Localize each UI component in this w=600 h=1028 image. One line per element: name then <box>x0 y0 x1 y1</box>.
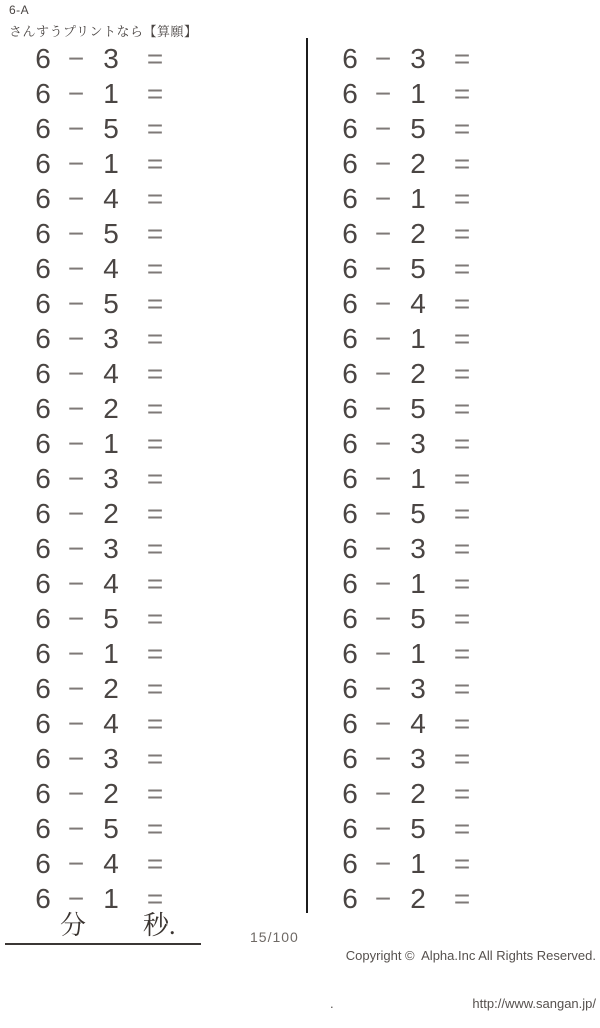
minuend: 6 <box>35 567 51 599</box>
minutes-label: 分 <box>60 911 87 940</box>
problem-row <box>25 356 179 391</box>
problem-row <box>25 426 179 461</box>
subtrahend: 1 <box>103 637 119 669</box>
minuend: 6 <box>342 462 358 494</box>
minus-sign: − <box>67 147 85 179</box>
problem-row <box>25 461 179 496</box>
minus-sign: − <box>67 427 85 459</box>
problem-row <box>25 286 179 321</box>
minus-sign: − <box>374 392 392 424</box>
subtrahend: 5 <box>410 252 426 284</box>
problem-row <box>332 181 486 216</box>
minus-sign: − <box>374 532 392 564</box>
minuend: 6 <box>35 602 51 634</box>
equals-sign: = <box>146 427 164 459</box>
minuend: 6 <box>35 112 51 144</box>
subtrahend: 5 <box>410 812 426 844</box>
subtrahend: 3 <box>410 742 426 774</box>
minus-sign: − <box>67 672 85 704</box>
footer-credits <box>330 916 596 1028</box>
subtrahend: 1 <box>103 882 119 914</box>
problem-row <box>332 251 486 286</box>
problem-row <box>332 391 486 426</box>
problem-row <box>332 356 486 391</box>
minuend: 6 <box>35 742 51 774</box>
equals-sign: = <box>453 742 471 774</box>
problems-right-column <box>332 41 486 916</box>
problem-row <box>332 321 486 356</box>
minuend: 6 <box>35 637 51 669</box>
equals-sign: = <box>453 812 471 844</box>
minuend: 6 <box>342 287 358 319</box>
minus-sign: − <box>67 357 85 389</box>
minuend: 6 <box>342 357 358 389</box>
subtrahend: 1 <box>410 567 426 599</box>
subtrahend: 4 <box>103 252 119 284</box>
minus-sign: − <box>374 77 392 109</box>
minus-sign: − <box>374 742 392 774</box>
problem-row <box>332 671 486 706</box>
minuend: 6 <box>342 392 358 424</box>
problem-row <box>25 216 179 251</box>
equals-sign: = <box>146 252 164 284</box>
problem-row <box>332 461 486 496</box>
minuend: 6 <box>342 322 358 354</box>
subtrahend: 1 <box>410 77 426 109</box>
problem-row <box>332 146 486 181</box>
subtrahend: 2 <box>103 777 119 809</box>
subtrahend: 3 <box>410 42 426 74</box>
equals-sign: = <box>146 77 164 109</box>
minus-sign: − <box>374 602 392 634</box>
site-url: http://www.sangan.jp/ <box>472 996 596 1011</box>
time-answer-underline <box>5 910 201 945</box>
minus-sign: − <box>374 777 392 809</box>
problem-row <box>332 636 486 671</box>
minus-sign: − <box>374 427 392 459</box>
subtrahend: 1 <box>103 427 119 459</box>
equals-sign: = <box>146 532 164 564</box>
equals-sign: = <box>453 707 471 739</box>
minuend: 6 <box>342 882 358 914</box>
problem-row <box>332 76 486 111</box>
minuend: 6 <box>342 742 358 774</box>
minuend: 6 <box>342 672 358 704</box>
minus-sign: − <box>374 882 392 914</box>
equals-sign: = <box>453 147 471 179</box>
subtrahend: 2 <box>410 147 426 179</box>
equals-sign: = <box>453 532 471 564</box>
minus-sign: − <box>374 357 392 389</box>
minuend: 6 <box>342 217 358 249</box>
minus-sign: − <box>67 217 85 249</box>
minus-sign: − <box>67 847 85 879</box>
subtrahend: 3 <box>103 462 119 494</box>
problem-row <box>25 531 179 566</box>
minus-sign: − <box>374 672 392 704</box>
minus-sign: − <box>67 462 85 494</box>
problem-row <box>25 76 179 111</box>
minuend: 6 <box>342 77 358 109</box>
problem-row <box>332 846 486 881</box>
minuend: 6 <box>35 392 51 424</box>
subtrahend: 4 <box>103 357 119 389</box>
minus-sign: − <box>374 567 392 599</box>
problem-row <box>25 111 179 146</box>
minuend: 6 <box>342 777 358 809</box>
minuend: 6 <box>35 532 51 564</box>
problem-row <box>332 216 486 251</box>
minus-sign: − <box>67 252 85 284</box>
minuend: 6 <box>35 252 51 284</box>
equals-sign: = <box>453 672 471 704</box>
subtrahend: 1 <box>410 322 426 354</box>
minus-sign: − <box>67 882 85 914</box>
problem-row <box>25 811 179 846</box>
equals-sign: = <box>146 42 164 74</box>
equals-sign: = <box>453 462 471 494</box>
equals-sign: = <box>146 322 164 354</box>
subtrahend: 5 <box>103 217 119 249</box>
equals-sign: = <box>453 567 471 599</box>
subtrahend: 4 <box>410 707 426 739</box>
subtrahend: 4 <box>410 287 426 319</box>
minuend: 6 <box>342 147 358 179</box>
minus-sign: − <box>374 462 392 494</box>
minuend: 6 <box>342 532 358 564</box>
minus-sign: − <box>67 182 85 214</box>
minuend: 6 <box>342 42 358 74</box>
subtrahend: 5 <box>410 112 426 144</box>
minus-sign: − <box>374 217 392 249</box>
equals-sign: = <box>453 287 471 319</box>
equals-sign: = <box>146 777 164 809</box>
minus-sign: − <box>67 812 85 844</box>
subtrahend: 1 <box>103 147 119 179</box>
problem-row <box>332 496 486 531</box>
minus-sign: − <box>67 287 85 319</box>
equals-sign: = <box>146 182 164 214</box>
minuend: 6 <box>342 847 358 879</box>
equals-sign: = <box>453 637 471 669</box>
minus-sign: − <box>374 812 392 844</box>
problem-row <box>25 741 179 776</box>
minus-sign: − <box>67 742 85 774</box>
minus-sign: − <box>67 42 85 74</box>
minus-sign: − <box>374 322 392 354</box>
minus-sign: − <box>67 637 85 669</box>
footer-second-line <box>330 996 596 1012</box>
minuend: 6 <box>35 357 51 389</box>
problem-row <box>25 671 179 706</box>
subtrahend: 3 <box>103 532 119 564</box>
equals-sign: = <box>146 742 164 774</box>
equals-sign: = <box>146 497 164 529</box>
equals-sign: = <box>453 602 471 634</box>
minuend: 6 <box>342 112 358 144</box>
minuend: 6 <box>35 147 51 179</box>
equals-sign: = <box>146 812 164 844</box>
worksheet-subtitle: さんすうプリントなら【算願】 <box>9 24 198 39</box>
minuend: 6 <box>35 777 51 809</box>
minus-sign: − <box>67 392 85 424</box>
worksheet-code: 6-A <box>9 3 30 17</box>
subtrahend: 2 <box>410 357 426 389</box>
subtrahend: 3 <box>103 742 119 774</box>
equals-sign: = <box>146 357 164 389</box>
subtrahend: 1 <box>410 182 426 214</box>
equals-sign: = <box>146 112 164 144</box>
equals-sign: = <box>453 112 471 144</box>
equals-sign: = <box>146 392 164 424</box>
problem-row <box>332 566 486 601</box>
equals-sign: = <box>146 217 164 249</box>
minuend: 6 <box>342 707 358 739</box>
problem-row <box>25 706 179 741</box>
minus-sign: − <box>374 42 392 74</box>
problem-row <box>332 881 486 916</box>
subtrahend: 1 <box>410 462 426 494</box>
equals-sign: = <box>453 392 471 424</box>
subtrahend: 2 <box>410 882 426 914</box>
equals-sign: = <box>146 672 164 704</box>
equals-sign: = <box>453 42 471 74</box>
minus-sign: − <box>374 182 392 214</box>
subtrahend: 3 <box>410 427 426 459</box>
minus-sign: − <box>67 532 85 564</box>
minuend: 6 <box>342 252 358 284</box>
equals-sign: = <box>453 252 471 284</box>
page-header <box>9 3 197 40</box>
minus-sign: − <box>67 112 85 144</box>
minuend: 6 <box>342 567 358 599</box>
equals-sign: = <box>453 497 471 529</box>
subtrahend: 2 <box>410 217 426 249</box>
minus-sign: − <box>67 777 85 809</box>
problem-row <box>25 636 179 671</box>
minuend: 6 <box>342 427 358 459</box>
seconds-label: 秒. <box>143 911 176 940</box>
minus-sign: − <box>374 147 392 179</box>
minuend: 6 <box>35 707 51 739</box>
problems-left-column <box>25 41 179 916</box>
minuend: 6 <box>35 287 51 319</box>
problem-row <box>332 41 486 76</box>
equals-sign: = <box>453 77 471 109</box>
subtrahend: 3 <box>103 322 119 354</box>
problem-row <box>25 321 179 356</box>
minus-sign: − <box>67 497 85 529</box>
minus-sign: − <box>374 112 392 144</box>
equals-sign: = <box>146 637 164 669</box>
minuend: 6 <box>35 42 51 74</box>
minuend: 6 <box>342 602 358 634</box>
problem-row <box>25 391 179 426</box>
subtrahend: 5 <box>103 812 119 844</box>
subtrahend: 5 <box>410 392 426 424</box>
subtrahend: 5 <box>410 497 426 529</box>
minus-sign: − <box>67 322 85 354</box>
minuend: 6 <box>342 497 358 529</box>
equals-sign: = <box>453 777 471 809</box>
problem-row <box>25 601 179 636</box>
minus-sign: − <box>67 77 85 109</box>
footer-dot: . <box>330 996 334 1011</box>
problem-row <box>25 496 179 531</box>
equals-sign: = <box>146 847 164 879</box>
subtrahend: 4 <box>103 707 119 739</box>
minuend: 6 <box>35 182 51 214</box>
page-number: 15/100 <box>250 929 299 945</box>
problem-row <box>332 426 486 461</box>
equals-sign: = <box>453 217 471 249</box>
problem-row <box>25 41 179 76</box>
problem-row <box>25 776 179 811</box>
subtrahend: 2 <box>103 392 119 424</box>
subtrahend: 5 <box>103 602 119 634</box>
subtrahend: 1 <box>410 847 426 879</box>
minus-sign: − <box>374 252 392 284</box>
minuend: 6 <box>342 182 358 214</box>
problem-row <box>25 251 179 286</box>
problem-row <box>332 811 486 846</box>
minuend: 6 <box>35 427 51 459</box>
minus-sign: − <box>374 707 392 739</box>
minuend: 6 <box>342 637 358 669</box>
minuend: 6 <box>35 77 51 109</box>
subtrahend: 5 <box>103 287 119 319</box>
minuend: 6 <box>35 497 51 529</box>
subtrahend: 4 <box>103 847 119 879</box>
equals-sign: = <box>146 602 164 634</box>
minuend: 6 <box>35 812 51 844</box>
subtrahend: 1 <box>103 77 119 109</box>
equals-sign: = <box>453 427 471 459</box>
problem-row <box>25 181 179 216</box>
minus-sign: − <box>374 497 392 529</box>
problem-row <box>25 566 179 601</box>
column-divider-line <box>306 38 308 913</box>
minuend: 6 <box>35 847 51 879</box>
problem-row <box>332 286 486 321</box>
minus-sign: − <box>374 847 392 879</box>
minus-sign: − <box>67 602 85 634</box>
equals-sign: = <box>146 567 164 599</box>
minus-sign: − <box>67 567 85 599</box>
minuend: 6 <box>342 812 358 844</box>
subtrahend: 3 <box>103 42 119 74</box>
subtrahend: 4 <box>103 182 119 214</box>
problem-row <box>332 706 486 741</box>
subtrahend: 3 <box>410 532 426 564</box>
equals-sign: = <box>453 322 471 354</box>
subtrahend: 2 <box>103 497 119 529</box>
subtrahend: 2 <box>103 672 119 704</box>
subtrahend: 3 <box>410 672 426 704</box>
equals-sign: = <box>146 147 164 179</box>
minuend: 6 <box>35 462 51 494</box>
problem-row <box>332 741 486 776</box>
minus-sign: − <box>67 707 85 739</box>
equals-sign: = <box>453 182 471 214</box>
minuend: 6 <box>35 322 51 354</box>
equals-sign: = <box>453 357 471 389</box>
equals-sign: = <box>146 287 164 319</box>
problem-row <box>332 776 486 811</box>
minus-sign: − <box>374 637 392 669</box>
minuend: 6 <box>35 882 51 914</box>
problem-row <box>25 146 179 181</box>
equals-sign: = <box>146 882 164 914</box>
minuend: 6 <box>35 217 51 249</box>
minuend: 6 <box>35 672 51 704</box>
subtrahend: 4 <box>103 567 119 599</box>
problem-row <box>332 531 486 566</box>
minus-sign: − <box>374 287 392 319</box>
subtrahend: 1 <box>410 637 426 669</box>
problem-row <box>332 111 486 146</box>
problem-row <box>332 601 486 636</box>
equals-sign: = <box>146 462 164 494</box>
equals-sign: = <box>146 707 164 739</box>
equals-sign: = <box>453 847 471 879</box>
subtrahend: 5 <box>103 112 119 144</box>
subtrahend: 2 <box>410 777 426 809</box>
equals-sign: = <box>453 882 471 914</box>
subtrahend: 5 <box>410 602 426 634</box>
problem-row <box>25 846 179 881</box>
copyright-text: Copyright © Alpha.Inc All Rights Reserved. <box>345 948 596 963</box>
